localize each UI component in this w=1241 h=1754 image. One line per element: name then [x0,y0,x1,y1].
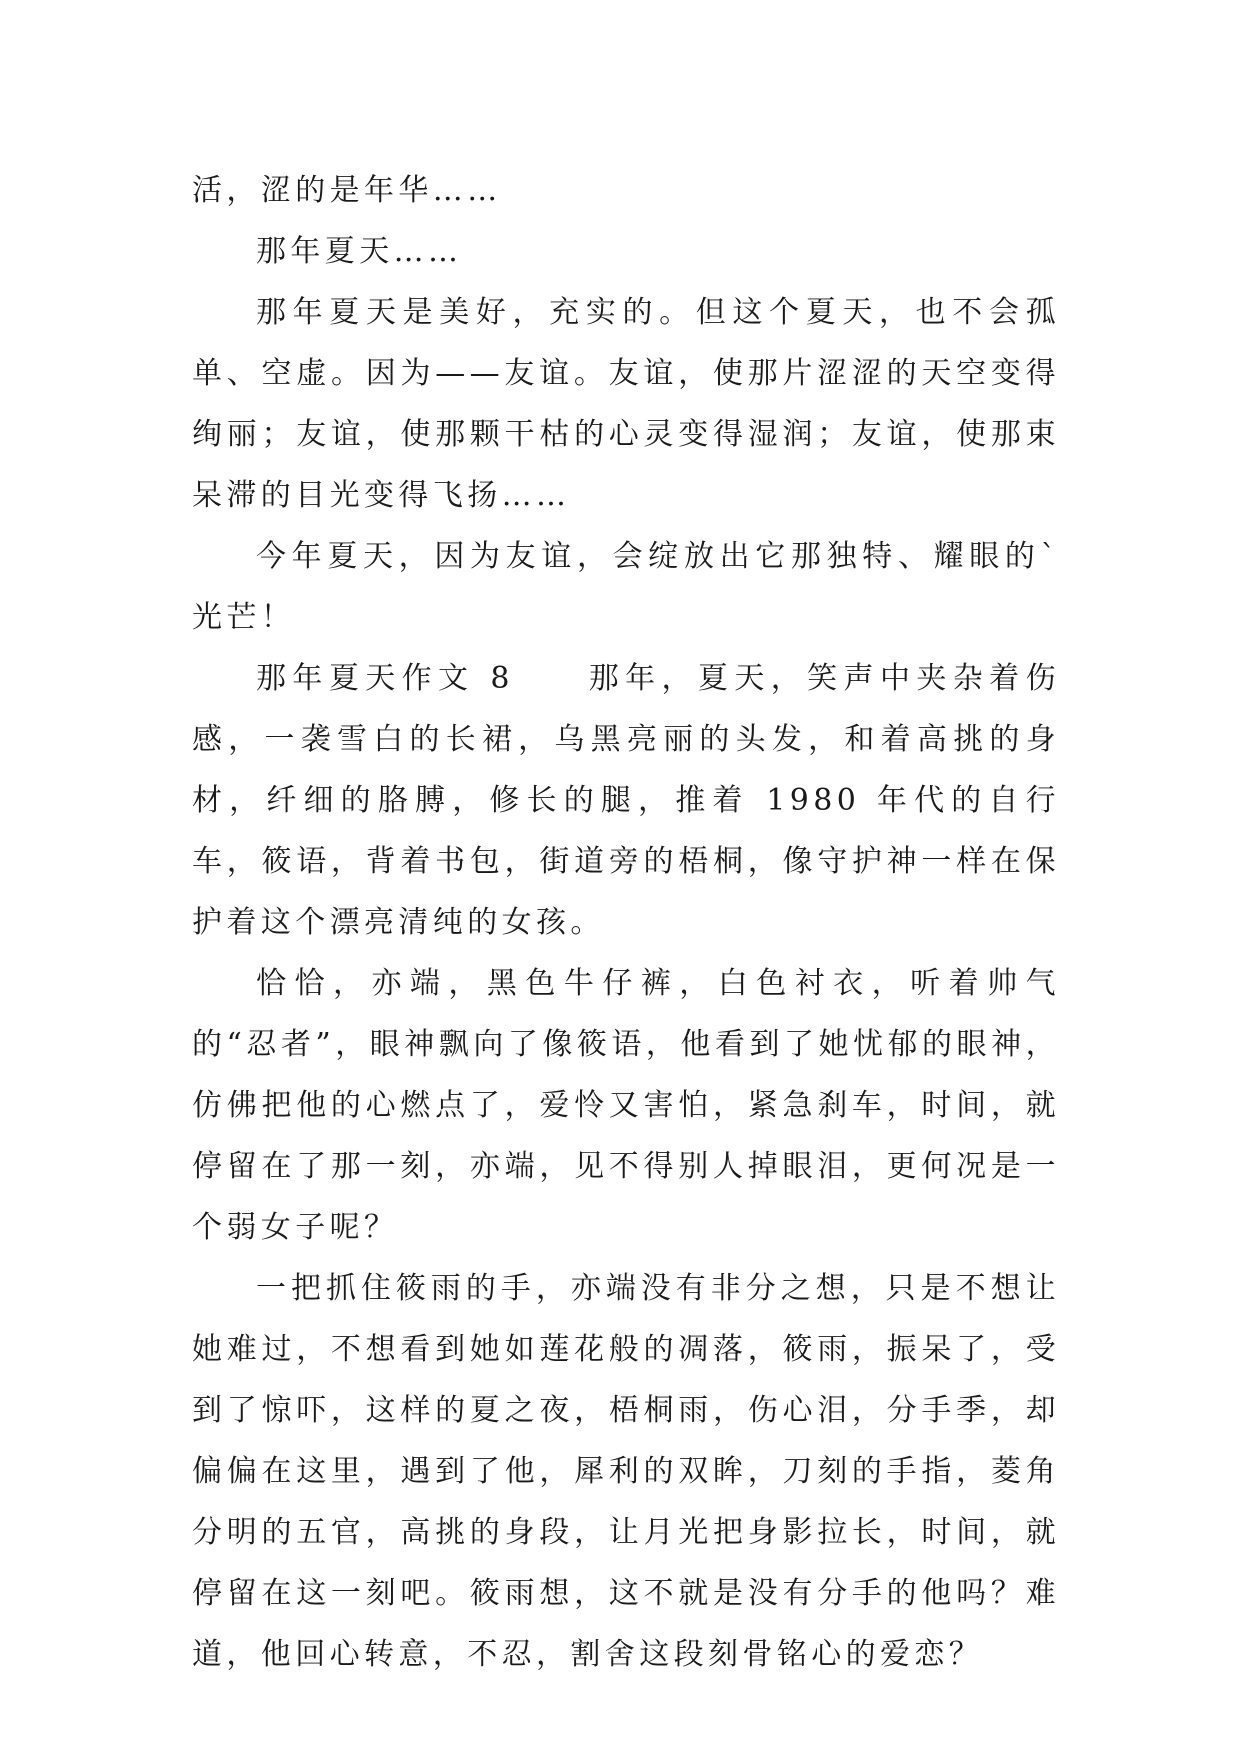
paragraph-1: 活，涩的是年华…… [192,173,502,208]
paragraph-5: 那年夏天作文 8 那年，夏天，笑声中夹杂着伤感，一袭雪白的长裙，乌黑亮丽的头发，和着高挑的身材，纤细的胳膊，修长的腿，推着 1980 年代的自行车，筱语，背着书包，街道旁的梧桐，像守护神一样在保护着这个漂亮清纯的女孩。 [192,661,1060,940]
paragraph-3: 那年夏天是美好，充实的。但这个夏天，也不会孤单、空虚。因为——友谊。友谊，使那片涩涩的天空变得绚丽；友谊，使那颗干枯的心灵变得湿润；友谊，使那束呆滞的目光变得飞扬…… [192,295,1060,513]
paragraph-2: 那年夏天…… [256,234,463,269]
paragraph-4: 今年夏天，因为友谊，会绽放出它那独特、耀眼的`光芒！ [192,539,1060,635]
paragraph-7: 一把抓住筱雨的手，亦端没有非分之想，只是不想让她难过，不想看到她如莲花般的凋落，筱雨，振呆了，受到了惊吓，这样的夏之夜，梧桐雨，伤心泪，分手季，却偏偏在这里，遇到了他，犀利的双眸，刀刻的手指，菱角分明的五官，高挑的身段，让月光把身影拉长，时间，就停留在这一刻吧。筱雨想，这不就是没有分手的他吗？难道，他回心转意，不忍，割舍这段刻骨铭心的爱恋？ [192,1271,1060,1672]
document-body [192,160,1060,1685]
paragraph-6: 恰恰，亦端，黑色牛仔裤，白色衬衣，听着帅气的“忍者”，眼神飘向了像筱语，他看到了她忧郁的眼神，仿佛把他的心燃点了，爱怜又害怕，紧急刹车，时间，就停留在了那一刻，亦端，见不得别人掉眼泪，更何况是一个弱女子呢？ [192,966,1060,1245]
